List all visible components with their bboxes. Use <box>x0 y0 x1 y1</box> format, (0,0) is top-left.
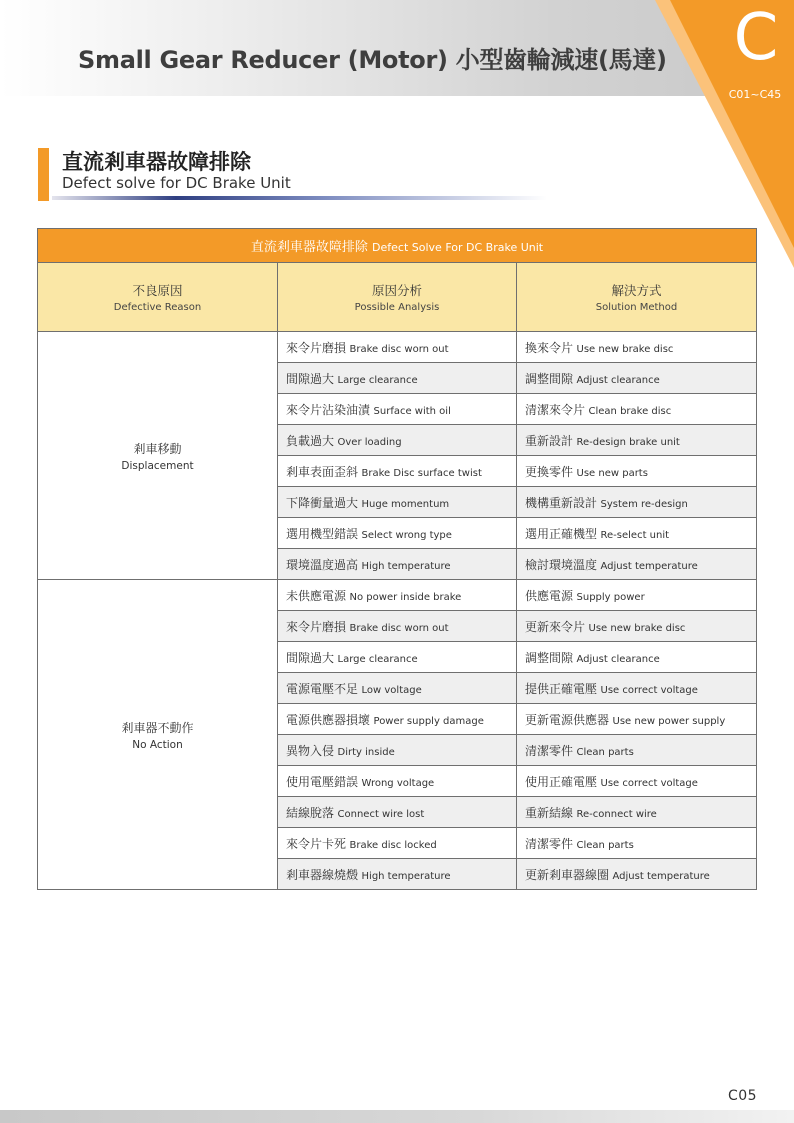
solution-zh: 使用正確電壓 <box>525 774 598 789</box>
analysis-zh: 間隙過大 <box>286 371 335 386</box>
solution-zh: 調整間隙 <box>525 650 574 665</box>
solution-en: Use correct voltage <box>600 777 698 789</box>
solution-cell <box>517 394 757 425</box>
solution-en: Re-connect wire <box>576 808 657 820</box>
defect-reason-en: No Action <box>132 738 183 751</box>
solution-cell <box>517 642 757 673</box>
solution-cell <box>517 363 757 394</box>
solution-cell <box>517 704 757 735</box>
analysis-zh: 來令片磨損 <box>286 340 347 355</box>
defect-reason-en: Displacement <box>121 459 194 472</box>
solution-zh: 清潔零件 <box>525 836 574 851</box>
section-title-en: Defect solve for DC Brake Unit <box>62 174 291 192</box>
analysis-cell <box>278 673 517 704</box>
page-header-title: Small Gear Reducer (Motor) 小型齒輪減速(馬達) <box>78 46 667 74</box>
analysis-zh: 間隙過大 <box>286 650 335 665</box>
analysis-zh: 電源電壓不足 <box>286 681 359 696</box>
solution-cell <box>517 456 757 487</box>
solution-en: Use new brake disc <box>576 343 674 355</box>
analysis-zh: 來令片卡死 <box>286 836 347 851</box>
solution-zh: 更新剎車器線圈 <box>525 867 610 882</box>
analysis-zh: 來令片磨損 <box>286 619 347 634</box>
solution-zh: 供應電源 <box>525 588 574 603</box>
table-caption <box>38 229 757 263</box>
analysis-cell <box>278 363 517 394</box>
defect-reason-zh: 剎車器不動作 <box>121 720 194 735</box>
analysis-cell <box>278 580 517 611</box>
section-range: C01~C45 <box>728 88 782 101</box>
solution-zh: 檢討環境溫度 <box>525 557 598 572</box>
solution-en: Clean parts <box>576 746 634 758</box>
column-header-solution <box>517 263 757 332</box>
solution-en: Re-select unit <box>600 529 670 541</box>
solution-zh: 機構重新設計 <box>525 495 598 510</box>
solution-zh: 選用正確機型 <box>525 526 598 541</box>
analysis-zh: 剎車表面歪斜 <box>286 464 359 479</box>
table-row <box>38 580 757 611</box>
solution-zh: 重新設計 <box>525 433 574 448</box>
section-underline <box>52 196 547 200</box>
solution-cell <box>517 549 757 580</box>
analysis-cell <box>278 549 517 580</box>
defect-table <box>37 228 757 890</box>
analysis-en: Low voltage <box>361 684 422 696</box>
analysis-cell <box>278 611 517 642</box>
analysis-en: Huge momentum <box>361 498 450 510</box>
solution-zh: 清潔來令片 <box>525 402 586 417</box>
table-header-row <box>38 263 757 332</box>
solution-zh: 更新電源供應器 <box>525 712 610 727</box>
table-caption-row <box>38 229 757 263</box>
analysis-en: No power inside brake <box>349 591 462 603</box>
section-title-zh: 直流剎車器故障排除 <box>62 150 251 174</box>
column-header-reason <box>38 263 278 332</box>
column-header-en: Defective Reason <box>113 302 202 313</box>
solution-en: Adjust clearance <box>576 653 660 665</box>
solution-en: Adjust temperature <box>612 870 710 882</box>
analysis-en: Surface with oil <box>373 405 451 417</box>
analysis-zh: 結線脫落 <box>286 805 335 820</box>
solution-zh: 重新結線 <box>525 805 574 820</box>
page-number: C05 <box>728 1088 758 1104</box>
analysis-en: Over loading <box>337 436 402 448</box>
solution-cell <box>517 828 757 859</box>
solution-en: Use correct voltage <box>600 684 698 696</box>
solution-cell <box>517 766 757 797</box>
analysis-cell <box>278 394 517 425</box>
analysis-en: Brake disc worn out <box>349 343 449 355</box>
solution-cell <box>517 425 757 456</box>
analysis-en: Select wrong type <box>361 529 452 541</box>
solution-en: Clean parts <box>576 839 634 851</box>
analysis-en: Brake disc worn out <box>349 622 449 634</box>
column-header-zh: 解決方式 <box>611 283 662 298</box>
solution-zh: 換來令片 <box>525 340 574 355</box>
solution-en: Use new parts <box>576 467 648 479</box>
solution-zh: 更新來令片 <box>525 619 586 634</box>
analysis-en: Wrong voltage <box>361 777 435 789</box>
solution-cell <box>517 673 757 704</box>
analysis-en: High temperature <box>361 560 451 572</box>
solution-cell <box>517 518 757 549</box>
solution-cell <box>517 735 757 766</box>
solution-zh: 更換零件 <box>525 464 574 479</box>
analysis-zh: 異物入侵 <box>286 743 335 758</box>
solution-en: Adjust clearance <box>576 374 660 386</box>
analysis-cell <box>278 425 517 456</box>
footer-band <box>0 1110 794 1123</box>
column-header-analysis <box>278 263 517 332</box>
solution-cell <box>517 859 757 890</box>
analysis-zh: 電源供應器損壞 <box>286 712 371 727</box>
solution-en: Supply power <box>576 591 645 603</box>
analysis-cell <box>278 859 517 890</box>
analysis-en: Brake disc locked <box>349 839 437 851</box>
analysis-zh: 選用機型錯誤 <box>286 526 359 541</box>
column-header-zh: 不良原因 <box>132 283 183 298</box>
solution-zh: 提供正確電壓 <box>525 681 598 696</box>
analysis-zh: 環境溫度過高 <box>286 557 359 572</box>
defect-reason-zh: 剎車移動 <box>133 441 182 456</box>
solution-cell <box>517 580 757 611</box>
analysis-cell <box>278 766 517 797</box>
analysis-en: Power supply damage <box>373 715 484 727</box>
solution-cell <box>517 487 757 518</box>
analysis-cell <box>278 704 517 735</box>
analysis-cell <box>278 797 517 828</box>
analysis-cell <box>278 456 517 487</box>
column-header-zh: 原因分析 <box>371 283 422 298</box>
solution-en: Clean brake disc <box>588 405 672 417</box>
solution-en: Use new brake disc <box>588 622 686 634</box>
analysis-zh: 負載過大 <box>286 433 335 448</box>
defect-reason-cell <box>38 580 278 890</box>
analysis-zh: 下降衝量過大 <box>286 495 359 510</box>
section-accent-bar <box>38 148 49 201</box>
solution-cell <box>517 332 757 363</box>
defect-reason-cell <box>38 332 278 580</box>
analysis-zh: 來令片沾染油漬 <box>286 402 371 417</box>
analysis-cell <box>278 735 517 766</box>
analysis-en: Brake Disc surface twist <box>361 467 482 479</box>
analysis-cell <box>278 332 517 363</box>
solution-en: System re-design <box>600 498 688 510</box>
solution-cell <box>517 611 757 642</box>
analysis-cell <box>278 518 517 549</box>
analysis-cell <box>278 487 517 518</box>
analysis-cell <box>278 828 517 859</box>
analysis-en: Connect wire lost <box>337 808 425 820</box>
analysis-cell <box>278 642 517 673</box>
analysis-en: High temperature <box>361 870 451 882</box>
solution-cell <box>517 797 757 828</box>
table-caption-en: Defect Solve For DC Brake Unit <box>372 241 544 254</box>
table-body <box>38 332 757 890</box>
analysis-en: Dirty inside <box>337 746 395 758</box>
section-letter: C <box>733 1 779 75</box>
column-header-en: Solution Method <box>595 302 678 313</box>
analysis-en: Large clearance <box>337 653 418 665</box>
analysis-zh: 使用電壓錯誤 <box>286 774 359 789</box>
analysis-zh: 未供應電源 <box>286 588 347 603</box>
solution-en: Re-design brake unit <box>576 436 680 448</box>
column-header-en: Possible Analysis <box>354 302 440 313</box>
solution-zh: 清潔零件 <box>525 743 574 758</box>
solution-en: Adjust temperature <box>600 560 698 572</box>
table-caption-zh: 直流剎車器故障排除 <box>250 240 368 255</box>
analysis-en: Large clearance <box>337 374 418 386</box>
table-row <box>38 332 757 363</box>
solution-en: Use new power supply <box>612 715 726 727</box>
solution-zh: 調整間隙 <box>525 371 574 386</box>
analysis-zh: 剎車器線燒燬 <box>286 867 359 882</box>
